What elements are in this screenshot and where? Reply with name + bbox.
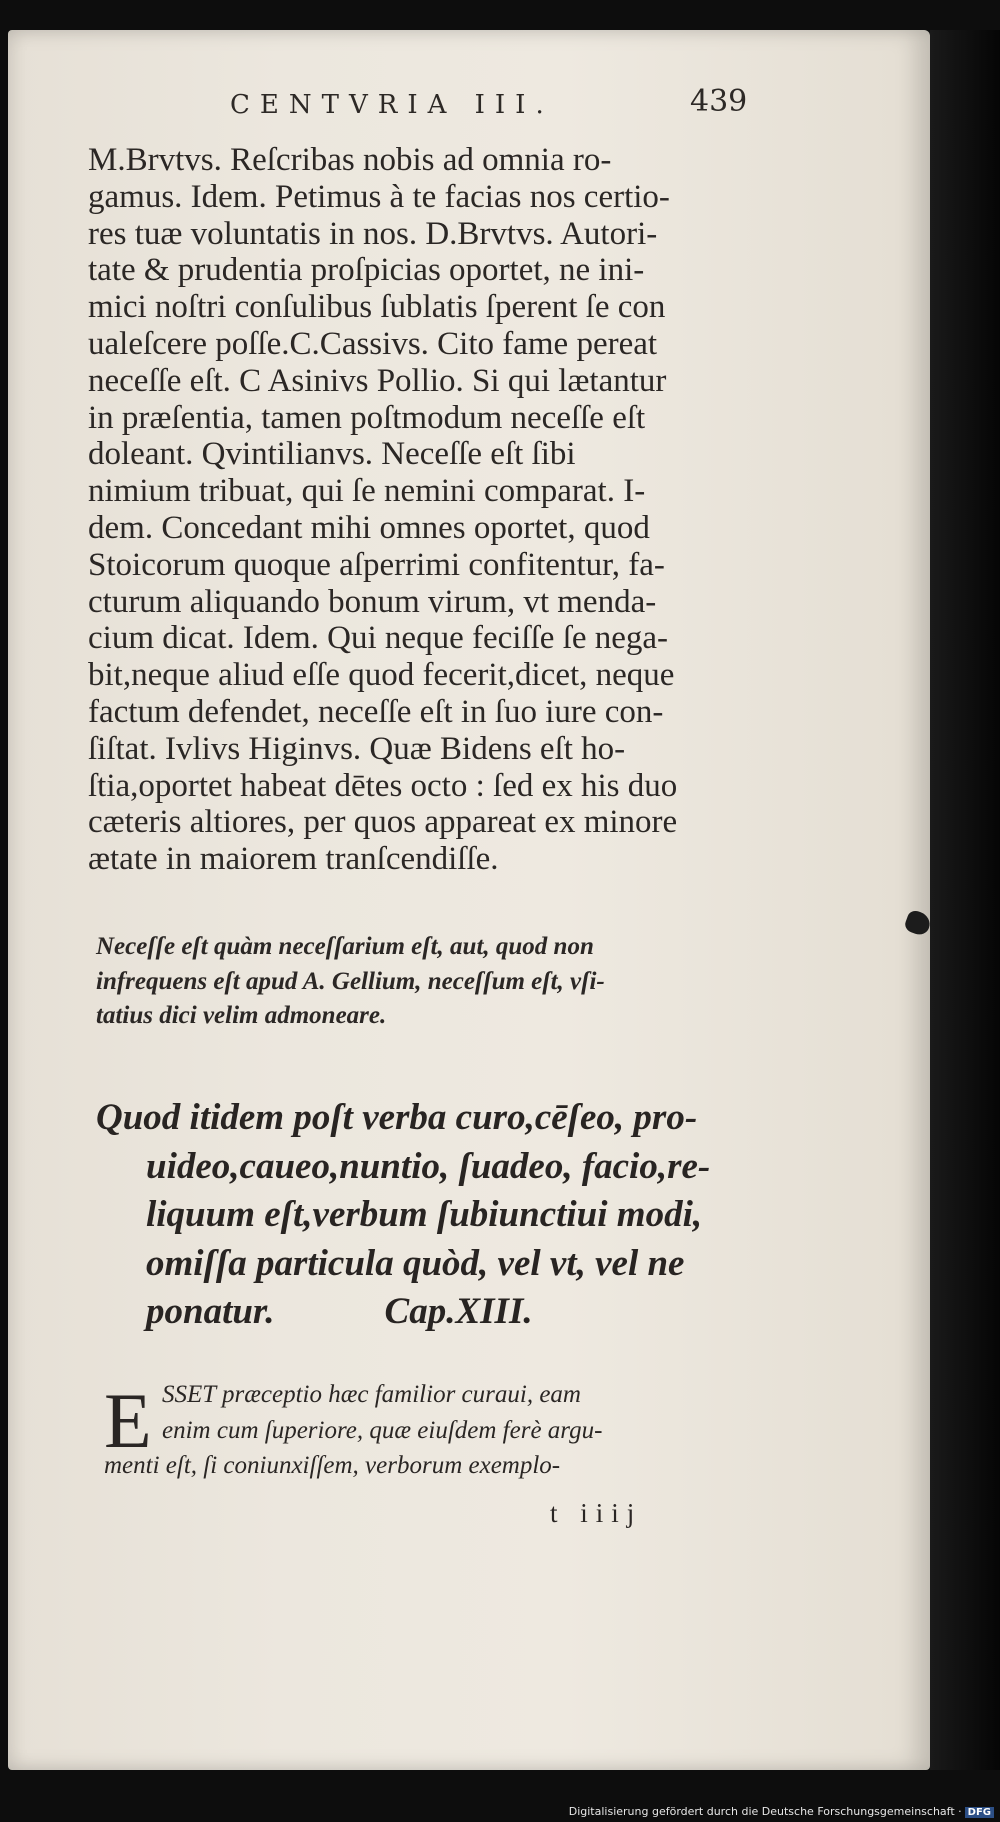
- digitization-credit: [569, 1805, 994, 1818]
- chapter-line-text: ponatur.: [146, 1291, 275, 1332]
- body-line: neceſſe eſt. C Asinivs Pollio. Si qui lætantur: [88, 362, 667, 399]
- body-line: cium dicat. Idem. Qui neque feciſſe ſe nega-: [88, 620, 668, 657]
- body-line: factum defendet, neceſſe eſt in ſuo iure con-: [88, 693, 664, 730]
- page-edge-shadow: [930, 30, 1000, 1770]
- running-head: CENTVRIA III.: [230, 90, 554, 120]
- body-line: doleant. Qvintilianvs. Neceſſe eſt ſibi: [88, 436, 576, 473]
- ink-blot-mark: [903, 909, 933, 938]
- body-line: mici noſtri conſulibus ſublatis ſperent ſe con: [88, 289, 666, 326]
- chapter-heading: [96, 1094, 796, 1337]
- chapter-paragraph: [104, 1377, 784, 1484]
- note-text: [96, 930, 786, 1034]
- body-line: M.Brvtvs. Reſcribas nobis ad omnia ro-: [88, 142, 612, 178]
- body-line: cæteris altiores, per quos appareat ex minore: [88, 804, 678, 841]
- dfg-logo: DFG: [965, 1807, 994, 1818]
- body-line: ſtia,oportet habeat dētes octo : ſed ex his duo: [88, 767, 678, 804]
- paragraph-line: menti eſt, ſi coniunxiſſem, verborum exemplo-: [104, 1452, 561, 1479]
- body-line: Stoicorum quoque aſperrimi confitentur, fa-: [88, 546, 665, 583]
- body-line: bit,neque aliud eſſe quod fecerit,dicet, neque: [88, 657, 675, 694]
- body-line: tate & prudentia proſpicias oportet, ne ini-: [88, 252, 645, 289]
- page-number: 439: [690, 84, 748, 119]
- body-text: [88, 142, 788, 878]
- signature-mark: t iiij: [550, 1498, 643, 1528]
- body-line: cturum aliquando bonum virum, vt menda-: [88, 583, 657, 620]
- chapter-number: Cap.XIII.: [384, 1291, 533, 1332]
- body-line: nimium tribuat, qui ſe nemini comparat. I-: [88, 473, 646, 510]
- note-line: tatius dici velim admoneare.: [96, 1002, 387, 1029]
- credit-text: Digitalisierung gefördert durch die Deutsche Forschungsgemeinschaft ·: [568, 1805, 962, 1818]
- body-line: res tuæ voluntatis in nos. D.Brvtvs. Autori-: [88, 215, 658, 252]
- body-line: gamus. Idem. Petimus à te facias nos certio-: [88, 178, 670, 215]
- chapter-line: liquum eſt,verbum ſubiunctiui modi,: [146, 1194, 703, 1235]
- note-line: Neceſſe eſt quàm neceſſarium eſt, aut, quod non: [96, 933, 594, 960]
- chapter-line: uideo,caueo,nuntio, ſuadeo, facio,re-: [146, 1145, 711, 1187]
- paragraph-line: SSET præceptio hæc familior curaui, eam: [162, 1381, 581, 1408]
- body-line: ætate in maiorem tranſcendiſſe.: [88, 841, 499, 878]
- paragraph-line: enim cum ſuperiore, quæ eiuſdem ferè argu-: [162, 1416, 603, 1444]
- chapter-line: [96, 1288, 796, 1337]
- body-line: in præſentia, tamen poſtmodum neceſſe eſt: [88, 399, 646, 436]
- drop-capital: E: [104, 1377, 152, 1464]
- body-line: dem. Concedant mihi omnes oportet, quod: [88, 509, 650, 546]
- body-line: ſiſtat. Ivlivs Higinvs. Quæ Bidens eſt ho-: [88, 730, 626, 767]
- note-line: infrequens eſt apud A. Gellium, neceſſum eſt, vſi-: [96, 967, 605, 995]
- chapter-line: Quod itidem poſt verba curo,cēſeo, pro-: [96, 1097, 698, 1138]
- body-line: ualeſcere poſſe.C.Cassivs. Cito fame pereat: [88, 325, 658, 362]
- chapter-line: omiſſa particula quòd, vel vt, vel ne: [146, 1242, 685, 1284]
